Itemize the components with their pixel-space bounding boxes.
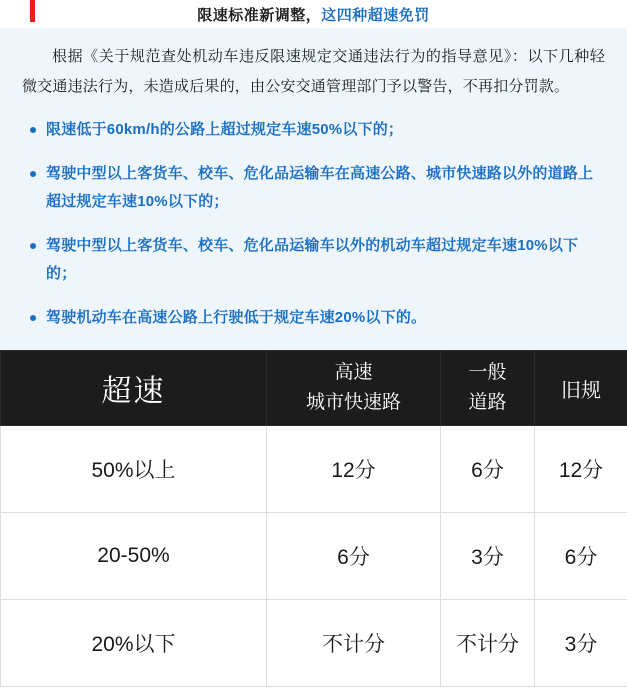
bullet-dot-icon [30,171,36,177]
table-cell-highway: 不计分 [267,600,441,687]
table-header-highway-line2: 城市快速路 [305,392,401,413]
table-header-row [1,351,627,426]
list-item [22,116,605,144]
bullet-dot-icon [30,315,36,321]
table-cell-old: 12分 [535,426,627,513]
list-item-label: 限速低于60km/h的公路上超过规定车速50%以下的； [46,121,404,138]
table-header-speeding: 超速 [1,351,267,426]
table-cell-range: 20-50% [1,513,267,600]
bullet-dot-icon [30,243,36,249]
list-item-label: 驾驶机动车在高速公路上行驶低于规定车速20%以下的。 [46,309,427,326]
bullet-dot-icon [30,127,36,133]
article-body [0,28,627,350]
table-cell-normal: 6分 [441,426,535,513]
table-cell-highway: 6分 [267,513,441,600]
red-accent-bar [30,0,35,22]
speed-penalty-table [0,350,627,687]
list-item-label: 驾驶中型以上客货车、校车、危化品运输车以外的机动车超过规定车速10%以下的； [46,237,579,282]
page-title [197,4,430,25]
page-title-accent: 这四种超速免罚 [321,6,430,24]
table-header [1,351,627,426]
list-item [22,160,605,216]
list-item-label: 驾驶中型以上客货车、校车、危化品运输车在高速公路、城市快速路以外的道路上超过规定车速10%以下的； [46,165,594,210]
table-row [1,426,627,513]
table-cell-range: 50%以上 [1,426,267,513]
table-header-highway-line1: 高速 [334,362,373,383]
table-header-old-rule: 旧规 [535,351,627,426]
exemption-list [22,116,605,332]
table-header-normal-line1: 一般 [468,362,507,383]
table-header-normal-road [441,351,535,426]
speed-penalty-table-wrapper [0,350,627,687]
article-paragraph: 根据《关于规范查处机动车违反限速规定交通违法行为的指导意见》：以下几种轻微交通违法行为，未造成后果的，由公安交通管理部门予以警告，不再扣分罚款。 [22,48,605,95]
table-body [1,426,627,687]
table-cell-range: 20%以下 [1,600,267,687]
table-header-highway [267,351,441,426]
list-item [22,232,605,288]
table-row [1,600,627,687]
page-title-main: 限速标准新调整， [197,6,322,24]
table-cell-highway: 12分 [267,426,441,513]
table-cell-old: 6分 [535,513,627,600]
list-item [22,304,605,332]
article-header [0,0,627,28]
table-cell-normal: 3分 [441,513,535,600]
table-header-normal-line2: 道路 [468,392,507,413]
table-cell-old: 3分 [535,600,627,687]
table-row [1,513,627,600]
table-cell-normal: 不计分 [441,600,535,687]
